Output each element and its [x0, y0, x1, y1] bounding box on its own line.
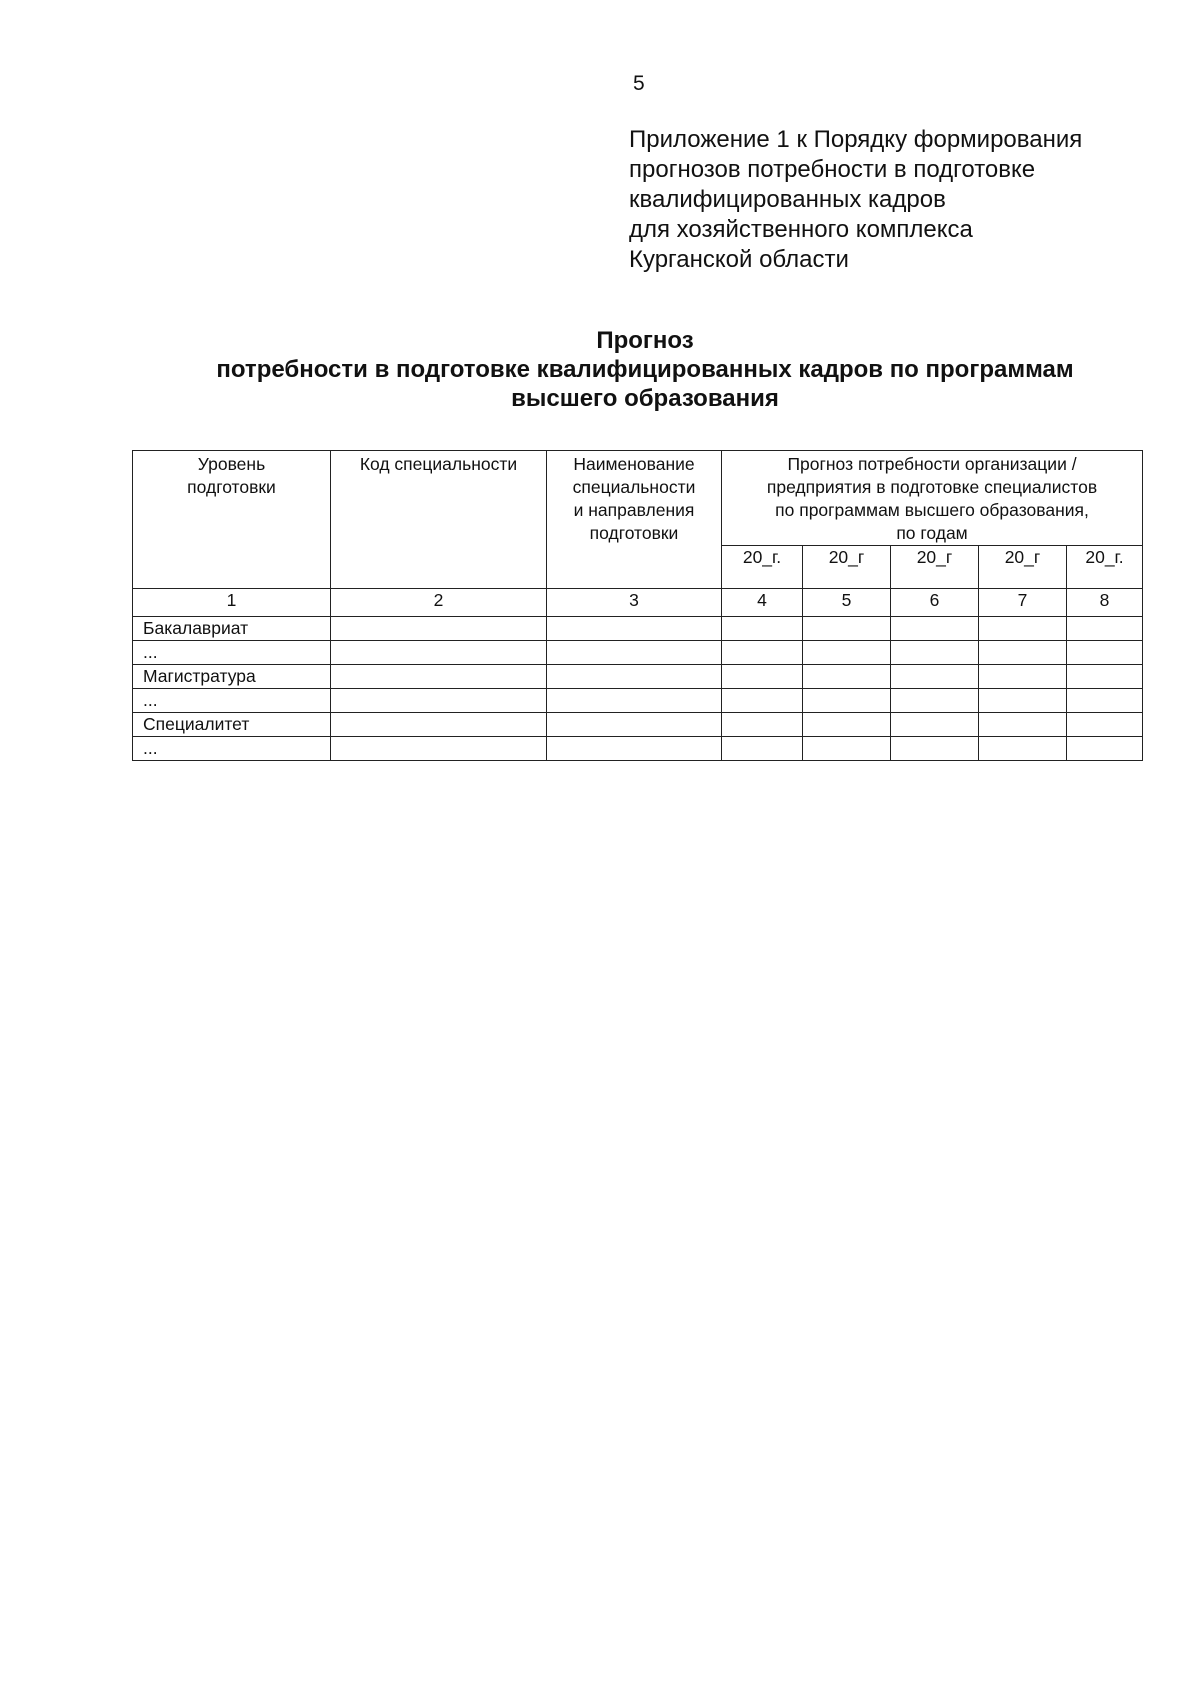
- empty-cell: [1067, 641, 1143, 665]
- empty-cell: [803, 617, 891, 641]
- empty-cell: [979, 713, 1067, 737]
- empty-cell: [803, 713, 891, 737]
- level-cell: ...: [133, 641, 331, 665]
- header-name: Наименование специальности и направления подготовки: [547, 451, 722, 589]
- empty-cell: [331, 689, 547, 713]
- empty-cell: [547, 737, 722, 761]
- title-line: Прогноз: [596, 327, 694, 354]
- title-line: высшего образования: [511, 385, 779, 412]
- column-number: 3: [547, 589, 722, 617]
- empty-cell: [1067, 737, 1143, 761]
- empty-cell: [891, 737, 979, 761]
- empty-cell: [547, 689, 722, 713]
- header-year: 20_г: [891, 546, 979, 589]
- appendix-line: Приложение 1 к Порядку формирования: [629, 126, 1083, 153]
- page-number: 5: [633, 72, 645, 95]
- empty-cell: [979, 617, 1067, 641]
- title-line: потребности в подготовке квалифицированных кадров по программам: [216, 356, 1074, 383]
- header-forecast: Прогноз потребности организации / предприятия в подготовке специалистов по программам высшего образования, по годам: [722, 451, 1143, 546]
- header-year: 20_г: [979, 546, 1067, 589]
- header-year: 20_г.: [1067, 546, 1143, 589]
- empty-cell: [722, 689, 803, 713]
- appendix-line: прогнозов потребности в подготовке: [629, 156, 1036, 183]
- document-title: [140, 326, 1150, 413]
- empty-cell: [1067, 617, 1143, 641]
- empty-cell: [722, 641, 803, 665]
- level-cell: ...: [133, 737, 331, 761]
- level-cell: Магистратура: [133, 665, 331, 689]
- appendix-line: квалифицированных кадров: [629, 186, 946, 213]
- table-row: [133, 737, 1143, 761]
- header-year: 20_г.: [722, 546, 803, 589]
- empty-cell: [331, 641, 547, 665]
- empty-cell: [722, 617, 803, 641]
- empty-cell: [331, 665, 547, 689]
- column-number: 6: [891, 589, 979, 617]
- empty-cell: [1067, 713, 1143, 737]
- empty-cell: [547, 665, 722, 689]
- empty-cell: [803, 665, 891, 689]
- empty-cell: [979, 641, 1067, 665]
- empty-cell: [547, 617, 722, 641]
- empty-cell: [803, 737, 891, 761]
- empty-cell: [1067, 665, 1143, 689]
- empty-cell: [979, 689, 1067, 713]
- empty-cell: [722, 665, 803, 689]
- empty-cell: [722, 737, 803, 761]
- empty-cell: [547, 641, 722, 665]
- empty-cell: [331, 617, 547, 641]
- empty-cell: [891, 689, 979, 713]
- table-row: [133, 665, 1143, 689]
- empty-cell: [979, 737, 1067, 761]
- table-row: [133, 713, 1143, 737]
- empty-cell: [547, 713, 722, 737]
- level-cell: Специалитет: [133, 713, 331, 737]
- column-number: 5: [803, 589, 891, 617]
- empty-cell: [722, 713, 803, 737]
- table-row: [133, 689, 1143, 713]
- empty-cell: [331, 713, 547, 737]
- table-row: [133, 641, 1143, 665]
- forecast-table: [132, 450, 1143, 761]
- empty-cell: [891, 713, 979, 737]
- header-code: Код специальности: [331, 451, 547, 589]
- empty-cell: [891, 665, 979, 689]
- column-number: 8: [1067, 589, 1143, 617]
- appendix-line: для хозяйственного комплекса: [629, 216, 973, 243]
- empty-cell: [979, 665, 1067, 689]
- empty-cell: [803, 641, 891, 665]
- empty-cell: [803, 689, 891, 713]
- column-number: 1: [133, 589, 331, 617]
- empty-cell: [891, 641, 979, 665]
- appendix-note: [629, 125, 1082, 275]
- level-cell: Бакалавриат: [133, 617, 331, 641]
- empty-cell: [891, 617, 979, 641]
- appendix-line: Курганской области: [629, 246, 849, 273]
- column-number: 4: [722, 589, 803, 617]
- column-number: 2: [331, 589, 547, 617]
- header-level: Уровень подготовки: [133, 451, 331, 589]
- header-year: 20_г: [803, 546, 891, 589]
- empty-cell: [1067, 689, 1143, 713]
- empty-cell: [331, 737, 547, 761]
- table-row: [133, 617, 1143, 641]
- level-cell: ...: [133, 689, 331, 713]
- column-number: 7: [979, 589, 1067, 617]
